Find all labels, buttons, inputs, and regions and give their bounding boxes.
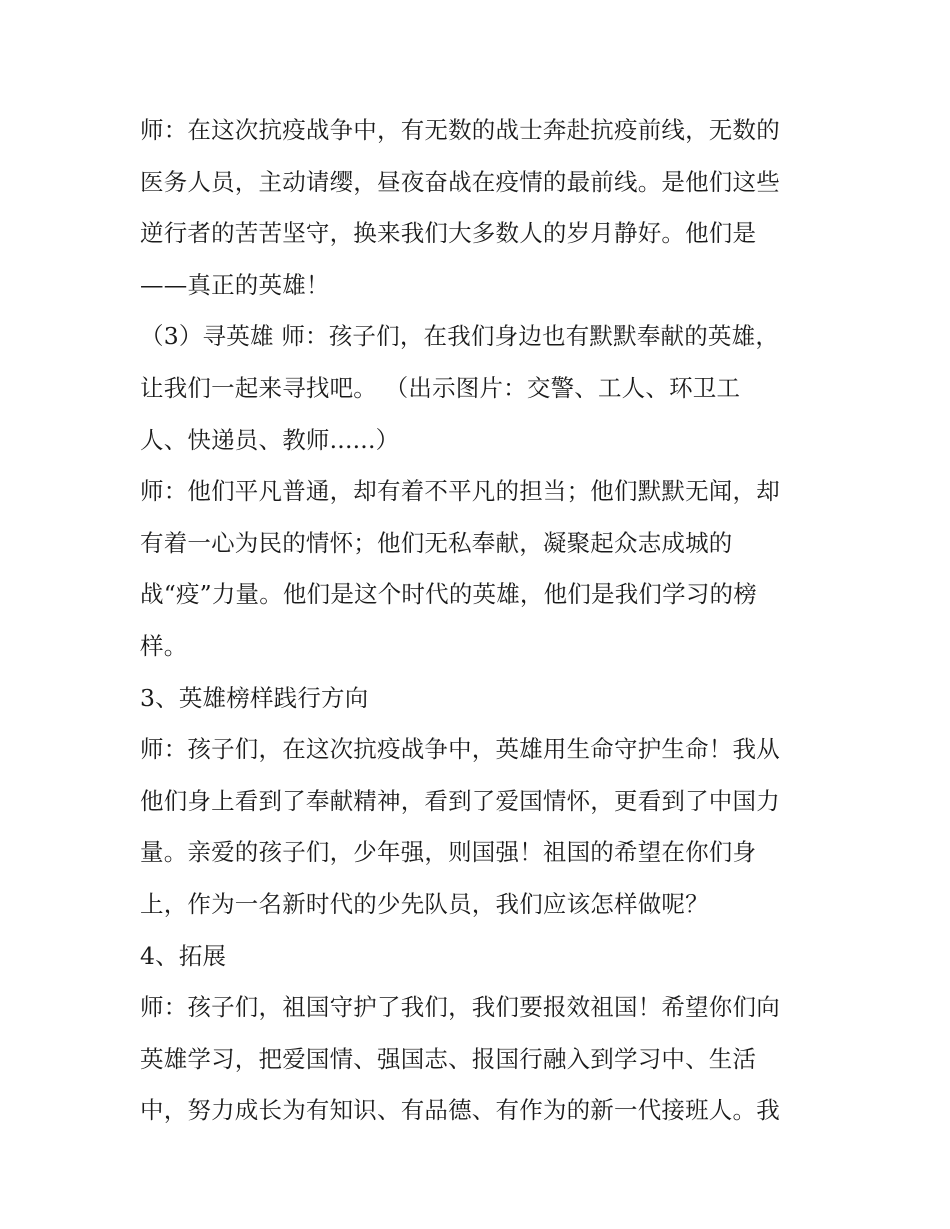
section-heading: 3、英雄榜样践行方向 (140, 683, 369, 712)
text-line: ——真正的英雄！ (140, 270, 330, 299)
text-line: 人、快递员、教师......） (140, 425, 400, 454)
text-line: 让我们一起来寻找吧。 （出示图片：交警、工人、环卫工 (140, 373, 741, 402)
text-line: 师：孩子们，在这次抗疫战争中，英雄用生命守护生命！我从 (140, 735, 780, 764)
text-line: 师：在这次抗疫战争中，有无数的战士奔赴抗疫前线，无数的 (140, 116, 780, 144)
text-line: （3）寻英雄 师：孩子们，在我们身边也有默默奉献的英雄， (140, 322, 780, 351)
text-line: 战“疫”力量。他们是这个时代的英雄，他们是我们学习的榜 (140, 580, 757, 609)
text-line: 师：他们平凡普通，却有着不平凡的担当；他们默默无闻，却 (140, 477, 780, 506)
section-heading: 4、拓展 (140, 941, 227, 970)
text-line: 逆行者的苦苦坚守，换来我们大多数人的岁月静好。他们是 (140, 219, 757, 248)
text-line: 上，作为一名新时代的少先队员，我们应该怎样做呢？ (140, 889, 709, 918)
text-line: 样。 (140, 631, 188, 660)
text-line: 师：孩子们，祖国守护了我们，我们要报效祖国！希望你们向 (140, 993, 780, 1022)
text-line: 量。亲爱的孩子们，少年强，则国强！祖国的希望在你们身 (140, 838, 757, 867)
document-body (140, 108, 820, 1140)
text-line: 有着一心为民的情怀；他们无私奉献，凝聚起众志成城的 (140, 528, 733, 557)
text-line: 他们身上看到了奉献精神，看到了爱国情怀，更看到了中国力 (140, 786, 780, 815)
text-line: 中，努力成长为有知识、有品德、有作为的新一代接班人。我 (140, 1096, 780, 1125)
text-line: 医务人员，主动请缨，昼夜奋战在疫情的最前线。是他们这些 (140, 167, 780, 196)
text-line: 英雄学习，把爱国情、强国志、报国行融入到学习中、生活 (140, 1044, 757, 1073)
